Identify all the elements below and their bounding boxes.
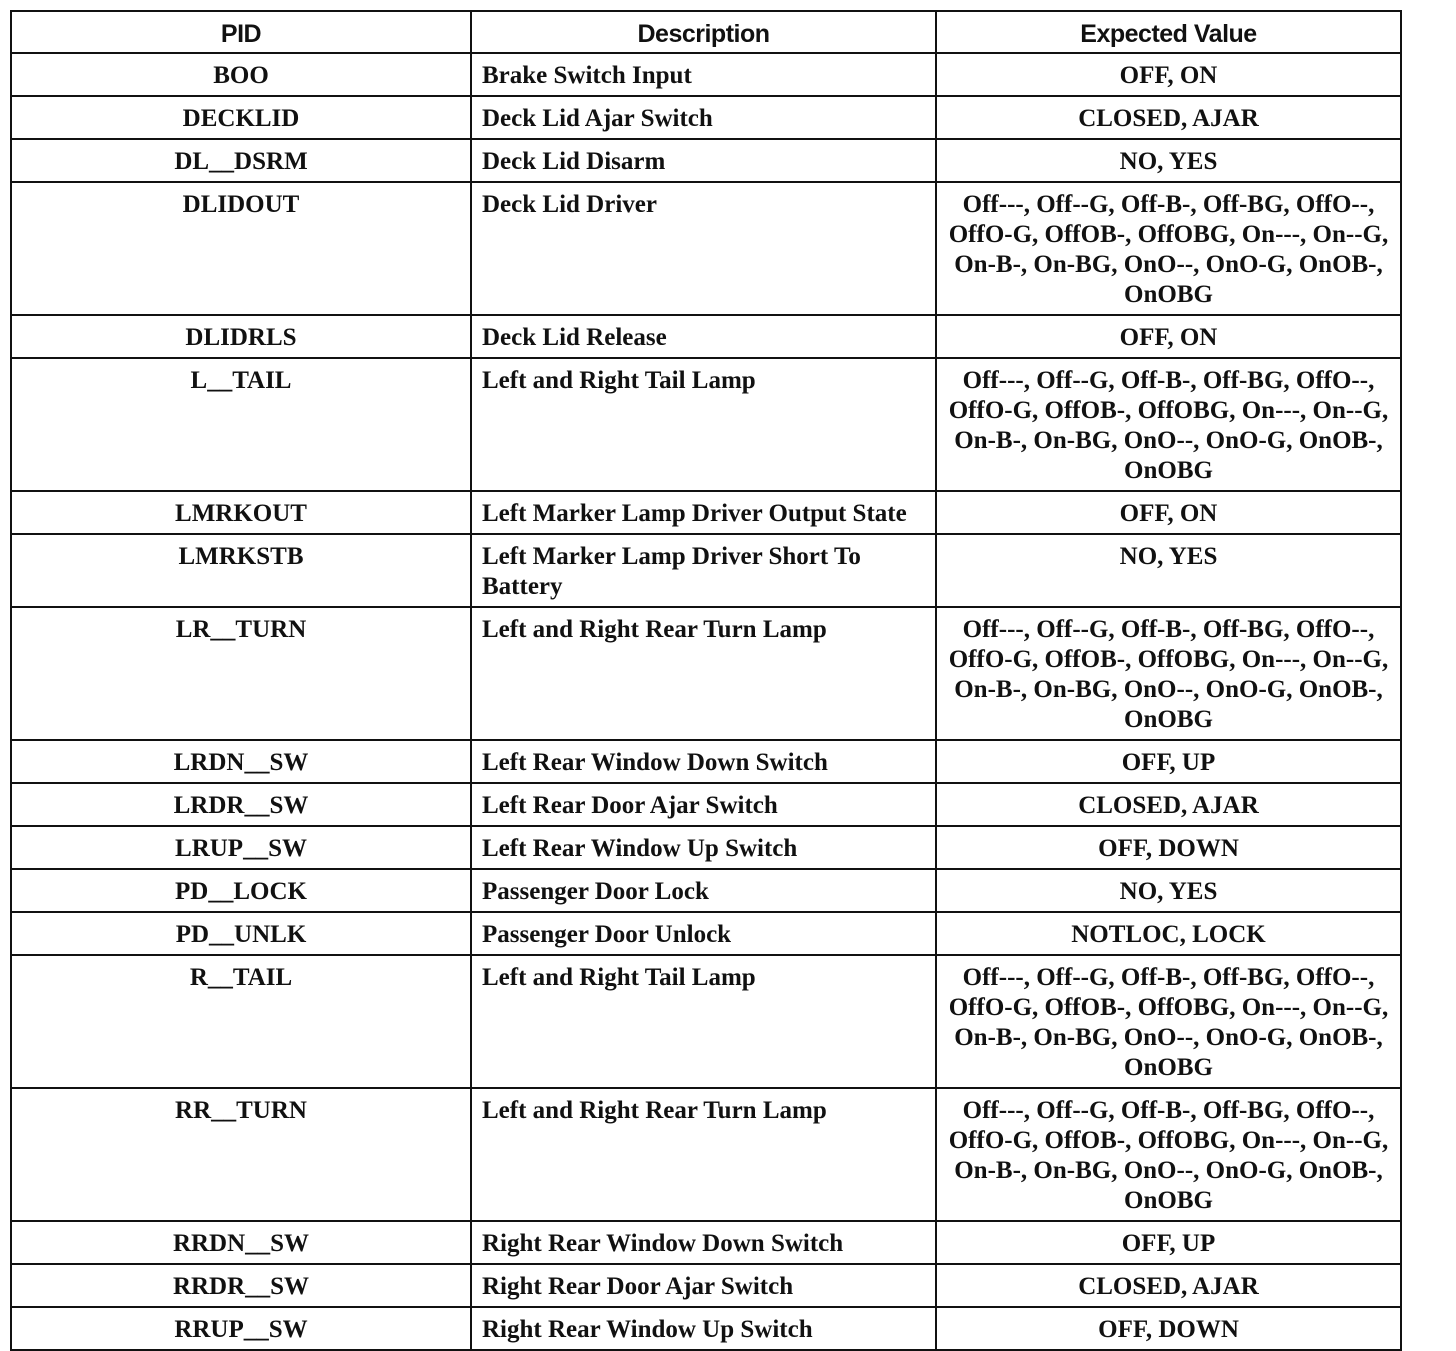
- expected-value-cell: CLOSED, AJAR: [936, 1264, 1401, 1307]
- pid-cell: DLIDRLS: [11, 315, 471, 358]
- table-row: [11, 491, 1401, 534]
- pid-cell: LRDN__SW: [11, 740, 471, 783]
- pid-table: [10, 10, 1402, 1351]
- description-cell: Left and Right Rear Turn Lamp: [471, 607, 936, 740]
- table-row: [11, 1221, 1401, 1264]
- expected-value-cell: CLOSED, AJAR: [936, 783, 1401, 826]
- table-row: [11, 607, 1401, 740]
- pid-cell: DL__DSRM: [11, 139, 471, 182]
- description-cell: Deck Lid Release: [471, 315, 936, 358]
- pid-cell: LR__TURN: [11, 607, 471, 740]
- table-row: [11, 1307, 1401, 1350]
- description-cell: Right Rear Window Up Switch: [471, 1307, 936, 1350]
- table-row: [11, 315, 1401, 358]
- expected-value-cell: OFF, DOWN: [936, 826, 1401, 869]
- expected-value-cell: NOTLOC, LOCK: [936, 912, 1401, 955]
- table-row: [11, 358, 1401, 491]
- expected-value-cell: OFF, UP: [936, 1221, 1401, 1264]
- expected-value-cell: NO, YES: [936, 534, 1401, 607]
- table-header-row: [11, 11, 1401, 53]
- pid-cell: RRUP__SW: [11, 1307, 471, 1350]
- pid-cell: LRDR__SW: [11, 783, 471, 826]
- description-cell: Right Rear Door Ajar Switch: [471, 1264, 936, 1307]
- pid-cell: DLIDOUT: [11, 182, 471, 315]
- expected-value-cell: NO, YES: [936, 869, 1401, 912]
- table-row: [11, 139, 1401, 182]
- description-cell: Left and Right Tail Lamp: [471, 358, 936, 491]
- description-cell: Left Marker Lamp Driver Short To Battery: [471, 534, 936, 607]
- expected-value-cell: NO, YES: [936, 139, 1401, 182]
- table-body: [11, 53, 1401, 1350]
- table-row: [11, 96, 1401, 139]
- table-row: [11, 534, 1401, 607]
- table-row: [11, 869, 1401, 912]
- header-description: Description: [471, 11, 936, 53]
- expected-value-cell: OFF, ON: [936, 315, 1401, 358]
- pid-cell: LRUP__SW: [11, 826, 471, 869]
- table-row: [11, 955, 1401, 1088]
- description-cell: Left Marker Lamp Driver Output State: [471, 491, 936, 534]
- expected-value-cell: Off---, Off--G, Off-B-, Off-BG, OffO--, OffO-G, OffOB-, OffOBG, On---, On--G, On-B-, On-BG, OnO--, OnO-G, OnOB-, OnOBG: [936, 358, 1401, 491]
- expected-value-cell: OFF, UP: [936, 740, 1401, 783]
- table-row: [11, 912, 1401, 955]
- expected-value-cell: Off---, Off--G, Off-B-, Off-BG, OffO--, OffO-G, OffOB-, OffOBG, On---, On--G, On-B-, On-BG, OnO--, OnO-G, OnOB-, OnOBG: [936, 1088, 1401, 1221]
- expected-value-cell: CLOSED, AJAR: [936, 96, 1401, 139]
- expected-value-cell: Off---, Off--G, Off-B-, Off-BG, OffO--, OffO-G, OffOB-, OffOBG, On---, On--G, On-B-, On-BG, OnO--, OnO-G, OnOB-, OnOBG: [936, 955, 1401, 1088]
- pid-cell: RR__TURN: [11, 1088, 471, 1221]
- description-cell: Passenger Door Unlock: [471, 912, 936, 955]
- pid-cell: PD__LOCK: [11, 869, 471, 912]
- description-cell: Deck Lid Ajar Switch: [471, 96, 936, 139]
- pid-cell: L__TAIL: [11, 358, 471, 491]
- table-row: [11, 182, 1401, 315]
- description-cell: Deck Lid Disarm: [471, 139, 936, 182]
- header-expected-value: Expected Value: [936, 11, 1401, 53]
- expected-value-cell: Off---, Off--G, Off-B-, Off-BG, OffO--, OffO-G, OffOB-, OffOBG, On---, On--G, On-B-, On-BG, OnO--, OnO-G, OnOB-, OnOBG: [936, 182, 1401, 315]
- table-row: [11, 53, 1401, 96]
- table-row: [11, 826, 1401, 869]
- description-cell: Passenger Door Lock: [471, 869, 936, 912]
- expected-value-cell: OFF, ON: [936, 491, 1401, 534]
- expected-value-cell: Off---, Off--G, Off-B-, Off-BG, OffO--, OffO-G, OffOB-, OffOBG, On---, On--G, On-B-, On-BG, OnO--, OnO-G, OnOB-, OnOBG: [936, 607, 1401, 740]
- description-cell: Left and Right Tail Lamp: [471, 955, 936, 1088]
- description-cell: Deck Lid Driver: [471, 182, 936, 315]
- table-row: [11, 783, 1401, 826]
- table-row: [11, 740, 1401, 783]
- pid-cell: LMRKOUT: [11, 491, 471, 534]
- description-cell: Brake Switch Input: [471, 53, 936, 96]
- expected-value-cell: OFF, DOWN: [936, 1307, 1401, 1350]
- description-cell: Left Rear Window Down Switch: [471, 740, 936, 783]
- table-row: [11, 1088, 1401, 1221]
- pid-cell: LMRKSTB: [11, 534, 471, 607]
- expected-value-cell: OFF, ON: [936, 53, 1401, 96]
- header-pid: PID: [11, 11, 471, 53]
- description-cell: Left Rear Door Ajar Switch: [471, 783, 936, 826]
- description-cell: Left and Right Rear Turn Lamp: [471, 1088, 936, 1221]
- pid-cell: PD__UNLK: [11, 912, 471, 955]
- description-cell: Left Rear Window Up Switch: [471, 826, 936, 869]
- pid-cell: DECKLID: [11, 96, 471, 139]
- pid-cell: RRDR__SW: [11, 1264, 471, 1307]
- pid-cell: R__TAIL: [11, 955, 471, 1088]
- pid-cell: RRDN__SW: [11, 1221, 471, 1264]
- table-row: [11, 1264, 1401, 1307]
- pid-cell: BOO: [11, 53, 471, 96]
- description-cell: Right Rear Window Down Switch: [471, 1221, 936, 1264]
